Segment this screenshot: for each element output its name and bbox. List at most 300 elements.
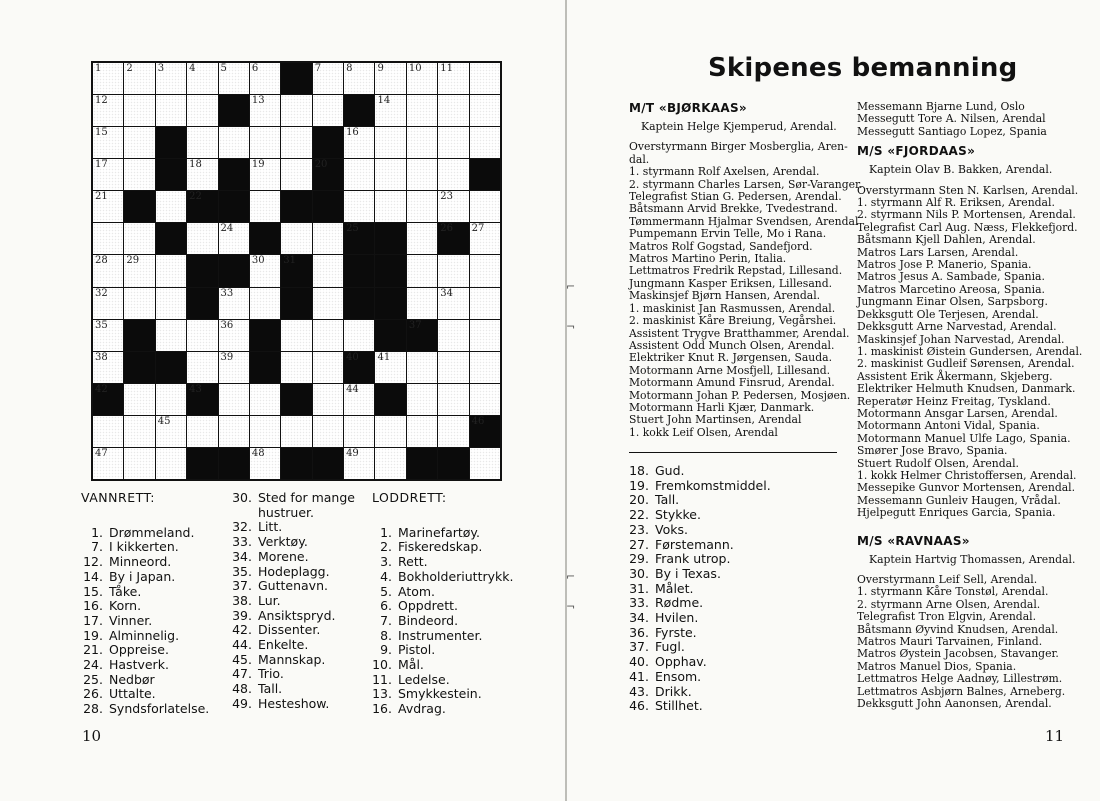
crossword-cell[interactable] bbox=[219, 384, 249, 415]
crew-member: Messegutt Tore A. Nilsen, Arendal bbox=[857, 112, 1046, 126]
crossword-cell[interactable] bbox=[470, 127, 500, 158]
crossword-cell[interactable] bbox=[407, 127, 437, 158]
crew-member: Smører Jose Bravo, Spania. bbox=[857, 444, 1008, 458]
clue-item bbox=[232, 682, 355, 697]
clue-item-text: Oppdrett. bbox=[398, 598, 458, 614]
clue-item bbox=[372, 585, 513, 600]
clue-item bbox=[629, 582, 771, 597]
crew-member: 1. kokk Helmer Christoffersen, Arendal. bbox=[857, 468, 1077, 482]
crossword-black-square bbox=[407, 448, 437, 479]
clue-item-number: 36. bbox=[629, 624, 649, 640]
clue-item bbox=[81, 629, 209, 644]
clue-item bbox=[629, 655, 771, 670]
clue-item bbox=[232, 609, 355, 624]
crossword-cell[interactable] bbox=[438, 95, 468, 126]
crew-member: Jungmann Kasper Eriksen, Lillesand. bbox=[629, 276, 833, 290]
crossword-cell[interactable] bbox=[281, 352, 311, 383]
crossword-cell[interactable] bbox=[375, 127, 405, 158]
clue-item-text: Ledelse. bbox=[398, 671, 450, 687]
clue-item-number: 5. bbox=[380, 583, 392, 599]
crossword-black-square bbox=[281, 288, 311, 319]
clue-item-number: 41. bbox=[629, 668, 649, 684]
crossword-cell[interactable] bbox=[93, 416, 123, 447]
crossword-black-square bbox=[313, 191, 343, 222]
clue-item-number: 37. bbox=[232, 578, 252, 594]
crossword-cell[interactable] bbox=[470, 352, 500, 383]
clue-number: 5 bbox=[220, 63, 227, 74]
clue-number: 31 bbox=[283, 255, 297, 267]
crossword-cell[interactable] bbox=[438, 159, 468, 190]
clue-item-text: Fremkomstmiddel. bbox=[655, 477, 771, 493]
crossword-cell[interactable] bbox=[124, 63, 154, 94]
clue-item-text: I kikkerten. bbox=[109, 539, 179, 555]
crossword-cell[interactable] bbox=[407, 63, 437, 94]
crossword-cell[interactable] bbox=[313, 320, 343, 351]
crossword-cell[interactable] bbox=[124, 416, 154, 447]
clue-item-number: 49. bbox=[232, 695, 252, 711]
crew-member: 2. styrmann Arne Olsen, Arendal. bbox=[857, 597, 1041, 611]
clue-item-number: 1. bbox=[380, 524, 392, 540]
crossword-cell[interactable] bbox=[156, 63, 186, 94]
crossword-cell[interactable] bbox=[407, 159, 437, 190]
crossword-cell[interactable] bbox=[124, 95, 154, 126]
crossword-cell[interactable] bbox=[124, 288, 154, 319]
clue-item bbox=[81, 540, 209, 555]
crossword-cell[interactable] bbox=[344, 320, 374, 351]
clue-item-number: 7. bbox=[380, 612, 392, 628]
crossword-cell[interactable] bbox=[313, 255, 343, 286]
crossword-cell[interactable] bbox=[156, 255, 186, 286]
clue-number: 43 bbox=[189, 383, 202, 395]
clue-item-text: Tall. bbox=[655, 492, 680, 508]
clue-number: 38 bbox=[95, 351, 108, 363]
clue-item-number: 16. bbox=[372, 701, 392, 717]
clue-item bbox=[232, 667, 355, 682]
crossword-cell[interactable] bbox=[344, 416, 374, 447]
clue-item-text: Avdrag. bbox=[398, 701, 446, 717]
clue-number: 20 bbox=[314, 159, 328, 171]
crew-member: Maskinsjef Johan Narvestad, Arendal. bbox=[857, 332, 1065, 346]
crossword-black-square bbox=[344, 352, 374, 383]
clue-item-number: 14. bbox=[83, 568, 103, 584]
clue-item-text: Ensom. bbox=[655, 668, 702, 684]
crossword-cell[interactable] bbox=[250, 255, 280, 286]
crossword-cell[interactable] bbox=[438, 416, 468, 447]
crossword-cell[interactable] bbox=[438, 127, 468, 158]
crew-member: 1. styrmann Kåre Tonstøl, Arendal. bbox=[857, 585, 1049, 599]
clue-item-text: Atom. bbox=[398, 583, 436, 599]
clue-item-number: 30. bbox=[232, 490, 252, 505]
crossword-cell[interactable] bbox=[219, 223, 249, 254]
clue-number: 11 bbox=[440, 63, 453, 74]
crossword-black-square bbox=[187, 255, 217, 286]
crossword-cell[interactable] bbox=[93, 352, 123, 383]
crossword-cell[interactable] bbox=[250, 127, 280, 158]
crew-member: Lettmatros Fredrik Repstad, Lillesand. bbox=[629, 264, 843, 278]
clue-item bbox=[372, 570, 513, 585]
clue-item-number: 17. bbox=[83, 612, 103, 628]
clue-item-text: Fiskeredskap. bbox=[398, 539, 483, 555]
crossword-black-square bbox=[470, 416, 500, 447]
crossword-cell[interactable] bbox=[313, 95, 343, 126]
crew-member: Hjelpegutt Enriques Garcia, Spania. bbox=[857, 506, 1056, 520]
crossword-cell[interactable] bbox=[344, 191, 374, 222]
crossword-cell[interactable] bbox=[93, 288, 123, 319]
crossword-cell[interactable] bbox=[250, 191, 280, 222]
crossword-cell[interactable] bbox=[219, 288, 249, 319]
crew-member: 1. styrmann Alf R. Eriksen, Arendal. bbox=[857, 196, 1055, 210]
clue-item bbox=[372, 526, 513, 541]
crew-member: Matros Jesus A. Sambade, Spania. bbox=[857, 270, 1045, 284]
crossword-cell[interactable] bbox=[281, 416, 311, 447]
crossword-cell[interactable] bbox=[470, 448, 500, 479]
ship-name: M/S «FJORDAAS» bbox=[857, 144, 976, 159]
crossword-cell[interactable] bbox=[93, 223, 123, 254]
crossword-cell[interactable] bbox=[250, 288, 280, 319]
crossword-cell[interactable] bbox=[219, 127, 249, 158]
crossword-cell[interactable] bbox=[313, 416, 343, 447]
crossword-cell[interactable] bbox=[250, 63, 280, 94]
crossword-cell[interactable] bbox=[156, 448, 186, 479]
crossword-cell[interactable] bbox=[124, 384, 154, 415]
crew-member: 2. maskinist Gudleif Sørensen, Arendal. bbox=[857, 357, 1075, 371]
clue-item bbox=[629, 464, 771, 479]
crew-member: Matros Mauri Tarvainen, Finland. bbox=[857, 635, 1043, 649]
crossword-cell[interactable] bbox=[281, 320, 311, 351]
clue-item bbox=[232, 697, 355, 712]
clue-item bbox=[81, 570, 209, 585]
crossword-cell[interactable] bbox=[438, 63, 468, 94]
clue-item-number: 10. bbox=[372, 657, 392, 673]
crew-member: Overstyrmann Leif Sell, Arendal. bbox=[857, 573, 1038, 586]
crossword-black-square bbox=[281, 191, 311, 222]
crossword-cell[interactable] bbox=[187, 320, 217, 351]
crossword-cell[interactable] bbox=[375, 159, 405, 190]
clue-item bbox=[81, 599, 209, 614]
crew-member: 2. styrmann Charles Larsen, Sør-Varanger. bbox=[629, 177, 863, 191]
crew-member: Tømmermann Hjalmar Svendsen, Arendal bbox=[629, 214, 859, 228]
crew-member: Dekksgutt Ole Terjesen, Arendal. bbox=[857, 307, 1039, 321]
clue-number: 25 bbox=[346, 223, 359, 235]
clue-item-number: 12. bbox=[83, 554, 103, 570]
crew-member: Matros Martino Perin, Italia. bbox=[629, 252, 787, 266]
crew-member: Overstyrmann Sten N. Karlsen, Arendal. bbox=[857, 183, 1079, 197]
crew-member: 1. maskinist Øistein Gundersen, Arendal. bbox=[857, 344, 1083, 358]
clue-item-number: 19. bbox=[629, 477, 649, 493]
clue-item-text: Stykke. bbox=[655, 507, 701, 523]
clue-item bbox=[629, 611, 771, 626]
crew-member: Motormann Amund Finsrud, Arendal. bbox=[629, 376, 835, 390]
crossword-cell[interactable] bbox=[281, 159, 311, 190]
clue-item bbox=[372, 599, 513, 614]
crew-member: Matros Marcetino Areosa, Spania. bbox=[857, 282, 1045, 296]
clue-item-number: 25. bbox=[83, 671, 103, 687]
clue-number: 19 bbox=[251, 159, 265, 171]
clue-item-text: Rødme. bbox=[655, 595, 704, 611]
loddrett-heading: LODDRETT: bbox=[372, 490, 447, 505]
clue-item-text: Rett. bbox=[398, 554, 428, 570]
crossword-cell[interactable] bbox=[470, 223, 500, 254]
crew-member: Messemann Bjarne Lund, Oslo bbox=[857, 100, 1025, 113]
clue-item-text: Morene. bbox=[258, 548, 309, 564]
crossword-cell[interactable] bbox=[124, 127, 154, 158]
crossword-cell[interactable] bbox=[375, 416, 405, 447]
crossword-cell[interactable] bbox=[187, 159, 217, 190]
clue-item-number: 22. bbox=[629, 507, 649, 523]
vannrett-clues-continued bbox=[232, 491, 355, 712]
crossword-cell[interactable] bbox=[407, 384, 437, 415]
clue-number: 14 bbox=[377, 95, 391, 107]
crossword-black-square bbox=[281, 255, 311, 286]
crossword-cell[interactable] bbox=[281, 95, 311, 126]
crossword-cell[interactable] bbox=[219, 320, 249, 351]
crossword-cell[interactable] bbox=[313, 352, 343, 383]
crossword-cell[interactable] bbox=[407, 352, 437, 383]
crossword-cell[interactable] bbox=[156, 320, 186, 351]
captain-line: Kaptein Helge Kjemperud, Arendal. bbox=[641, 120, 837, 133]
clue-item-number: 8. bbox=[380, 627, 392, 643]
crossword-cell[interactable] bbox=[93, 63, 123, 94]
crossword-cell[interactable] bbox=[93, 320, 123, 351]
clue-item-number: 30. bbox=[629, 565, 649, 581]
clue-item bbox=[81, 687, 209, 702]
crossword-black-square bbox=[124, 320, 154, 351]
clue-item-text: Drikk. bbox=[655, 683, 692, 699]
crossword-cell[interactable] bbox=[313, 63, 343, 94]
crossword-cell[interactable] bbox=[156, 384, 186, 415]
crossword-cell[interactable] bbox=[93, 127, 123, 158]
crossword-cell[interactable] bbox=[470, 320, 500, 351]
clue-item-number: 13. bbox=[372, 686, 392, 702]
crossword-cell[interactable] bbox=[375, 63, 405, 94]
crossword-cell[interactable] bbox=[375, 352, 405, 383]
crossword-cell[interactable] bbox=[375, 191, 405, 222]
clue-item-text: Litt. bbox=[258, 519, 283, 535]
crossword-cell[interactable] bbox=[281, 127, 311, 158]
crossword-cell[interactable] bbox=[407, 95, 437, 126]
crossword-cell[interactable] bbox=[219, 352, 249, 383]
crossword-cell[interactable] bbox=[344, 127, 374, 158]
crossword-cell[interactable] bbox=[156, 95, 186, 126]
crossword-cell[interactable] bbox=[93, 448, 123, 479]
crossword-black-square bbox=[344, 255, 374, 286]
crossword-cell[interactable] bbox=[313, 288, 343, 319]
crossword-cell[interactable] bbox=[156, 416, 186, 447]
clue-number: 47 bbox=[95, 447, 108, 459]
crossword-cell[interactable] bbox=[156, 288, 186, 319]
clue-number: 40 bbox=[346, 351, 359, 363]
clue-item bbox=[629, 538, 771, 553]
crew-member: Maskinsjef Bjørn Hansen, Arendal. bbox=[629, 289, 821, 303]
crossword-cell[interactable] bbox=[470, 255, 500, 286]
crossword-cell[interactable] bbox=[250, 384, 280, 415]
crossword-cell[interactable] bbox=[187, 63, 217, 94]
clue-number: 48 bbox=[251, 447, 265, 459]
crossword-cell[interactable] bbox=[219, 63, 249, 94]
clue-item-text: Hodeplagg. bbox=[258, 563, 330, 579]
crossword-cell[interactable] bbox=[187, 95, 217, 126]
clue-number: 28 bbox=[95, 255, 108, 267]
crew-member: Matros Manuel Dios, Spania. bbox=[857, 659, 1017, 673]
clue-item-text: Opphav. bbox=[655, 654, 707, 670]
clue-item-text: Stillhet. bbox=[655, 698, 703, 714]
vannrett-heading: VANNRETT: bbox=[81, 490, 155, 505]
crossword-black-square bbox=[219, 255, 249, 286]
crossword-cell[interactable] bbox=[250, 95, 280, 126]
crossword-cell[interactable] bbox=[470, 95, 500, 126]
vannrett-clues bbox=[81, 491, 209, 717]
clue-item bbox=[81, 702, 209, 717]
clue-number: 34 bbox=[440, 287, 453, 299]
crossword-cell[interactable] bbox=[313, 223, 343, 254]
crossword-cell[interactable] bbox=[470, 191, 500, 222]
crossword-cell[interactable] bbox=[124, 255, 154, 286]
crossword-cell[interactable] bbox=[250, 416, 280, 447]
clue-item-text: Målet. bbox=[655, 580, 694, 596]
crossword-black-square bbox=[156, 352, 186, 383]
crossword-cell[interactable] bbox=[407, 191, 437, 222]
crossword-black-square bbox=[313, 448, 343, 479]
crossword-black-square bbox=[187, 448, 217, 479]
clue-number: 10 bbox=[408, 63, 422, 74]
clue-item-text: Fyrste. bbox=[655, 624, 697, 640]
clue-item-number: 33. bbox=[629, 595, 649, 611]
clue-item bbox=[232, 550, 355, 565]
crossword-cell[interactable] bbox=[219, 416, 249, 447]
crossword-cell[interactable] bbox=[187, 127, 217, 158]
clue-item-number: 2. bbox=[380, 539, 392, 555]
clue-number: 35 bbox=[95, 319, 108, 331]
crossword-cell[interactable] bbox=[187, 352, 217, 383]
crossword-black-square bbox=[438, 448, 468, 479]
crossword-cell[interactable] bbox=[470, 63, 500, 94]
binding-mark: ¬ bbox=[566, 600, 576, 613]
clue-item-text: Hastverk. bbox=[109, 657, 169, 673]
crossword-black-square bbox=[375, 384, 405, 415]
clue-number: 41 bbox=[377, 351, 391, 363]
clue-item bbox=[81, 658, 209, 673]
clue-item-number: 27. bbox=[629, 536, 649, 552]
crew-member: 2. styrmann Nils P. Mortensen, Arendal. bbox=[857, 208, 1076, 222]
crossword-cell[interactable] bbox=[344, 159, 374, 190]
crossword-cell[interactable] bbox=[156, 191, 186, 222]
clue-item-number: 23. bbox=[629, 521, 649, 537]
clue-item-number: 6. bbox=[380, 598, 392, 614]
crossword-cell[interactable] bbox=[313, 384, 343, 415]
clue-item bbox=[629, 508, 771, 523]
crossword-cell[interactable] bbox=[407, 416, 437, 447]
clue-item-number: 34. bbox=[232, 548, 252, 564]
crossword-cell[interactable] bbox=[344, 63, 374, 94]
clue-item bbox=[372, 540, 513, 555]
clue-item-text: Korn. bbox=[109, 598, 142, 614]
crossword-cell[interactable] bbox=[438, 288, 468, 319]
crossword-cell[interactable] bbox=[93, 159, 123, 190]
crossword-cell[interactable] bbox=[187, 416, 217, 447]
crossword-cell[interactable] bbox=[93, 95, 123, 126]
clue-number: 9 bbox=[377, 63, 384, 74]
crossword-black-square bbox=[407, 320, 437, 351]
crossword-cell[interactable] bbox=[281, 223, 311, 254]
crew-member: Motormann Antoni Vidal, Spania. bbox=[857, 419, 1040, 433]
crossword-cell[interactable] bbox=[375, 448, 405, 479]
clue-item-text: Tåke. bbox=[109, 583, 142, 599]
clue-item-number: 32. bbox=[232, 519, 252, 535]
crossword-grid bbox=[91, 61, 502, 481]
ship-name: M/T «BJØRKAAS» bbox=[629, 101, 747, 115]
crossword-cell[interactable] bbox=[470, 384, 500, 415]
crossword-cell[interactable] bbox=[438, 352, 468, 383]
crew-member: Matros Rolf Gogstad, Sandefjord. bbox=[629, 239, 813, 253]
crossword-black-square bbox=[156, 127, 186, 158]
crossword-cell[interactable] bbox=[124, 223, 154, 254]
crossword-black-square bbox=[313, 159, 343, 190]
clue-item bbox=[81, 673, 209, 688]
clue-item-number: 4. bbox=[380, 568, 392, 584]
crew-member: Motormann Manuel Ulfe Lago, Spania. bbox=[857, 431, 1071, 445]
crew-member: Dekksgutt John Aanonsen, Arendal. bbox=[857, 697, 1052, 711]
crossword-black-square bbox=[281, 63, 311, 94]
crossword-cell[interactable] bbox=[344, 384, 374, 415]
clue-item bbox=[81, 585, 209, 600]
crossword-black-square bbox=[156, 223, 186, 254]
clue-number: 49 bbox=[346, 447, 359, 459]
crew-member: Pumpemann Ervin Telle, Mo i Rana. bbox=[629, 227, 827, 241]
crossword-cell[interactable] bbox=[438, 255, 468, 286]
clue-item bbox=[372, 643, 513, 658]
clue-number: 3 bbox=[157, 63, 165, 74]
clue-item-text: Pistol. bbox=[398, 642, 436, 658]
crossword-cell[interactable] bbox=[375, 95, 405, 126]
crossword-cell[interactable] bbox=[470, 288, 500, 319]
crossword-black-square bbox=[187, 191, 217, 222]
clue-number: 18 bbox=[189, 159, 202, 171]
crew-member: Overstyrmann Birger Mosberglia, Aren- bbox=[629, 140, 848, 154]
binding-mark: ⌐ bbox=[566, 570, 576, 583]
crossword-cell[interactable] bbox=[438, 191, 468, 222]
clue-item bbox=[232, 491, 355, 506]
clue-item-number: 9. bbox=[380, 642, 392, 658]
crossword-cell[interactable] bbox=[124, 159, 154, 190]
crossword-cell[interactable] bbox=[124, 448, 154, 479]
crossword-cell[interactable] bbox=[438, 384, 468, 415]
clue-number: 1 bbox=[95, 63, 102, 74]
clue-item-text: Verktøy. bbox=[258, 534, 308, 550]
crossword-cell[interactable] bbox=[407, 223, 437, 254]
crew-member: Båtsmann Øyvind Knudsen, Arendal. bbox=[857, 622, 1059, 636]
crossword-cell[interactable] bbox=[93, 191, 123, 222]
clue-item-number: 28. bbox=[83, 701, 103, 717]
clue-item-number: 19. bbox=[83, 627, 103, 643]
clue-number: 22 bbox=[189, 191, 202, 203]
crossword-cell[interactable] bbox=[93, 255, 123, 286]
clue-number: 44 bbox=[346, 383, 359, 395]
clue-item-text: Marinefartøy. bbox=[398, 524, 481, 540]
clue-item-text: Hvilen. bbox=[655, 610, 699, 626]
crossword-cell[interactable] bbox=[344, 448, 374, 479]
crossword-cell[interactable] bbox=[250, 159, 280, 190]
crossword-cell[interactable] bbox=[407, 255, 437, 286]
crossword-cell[interactable] bbox=[407, 288, 437, 319]
crossword-black-square bbox=[281, 384, 311, 415]
crossword-cell[interactable] bbox=[187, 223, 217, 254]
crossword-cell[interactable] bbox=[438, 320, 468, 351]
loddrett-clues bbox=[372, 491, 513, 717]
crossword-cell[interactable] bbox=[250, 448, 280, 479]
crew-member: 1. maskinist Jan Rasmussen, Arendal. bbox=[629, 301, 836, 315]
clue-item-number: 26. bbox=[83, 686, 103, 702]
clue-number: 32 bbox=[95, 287, 108, 299]
